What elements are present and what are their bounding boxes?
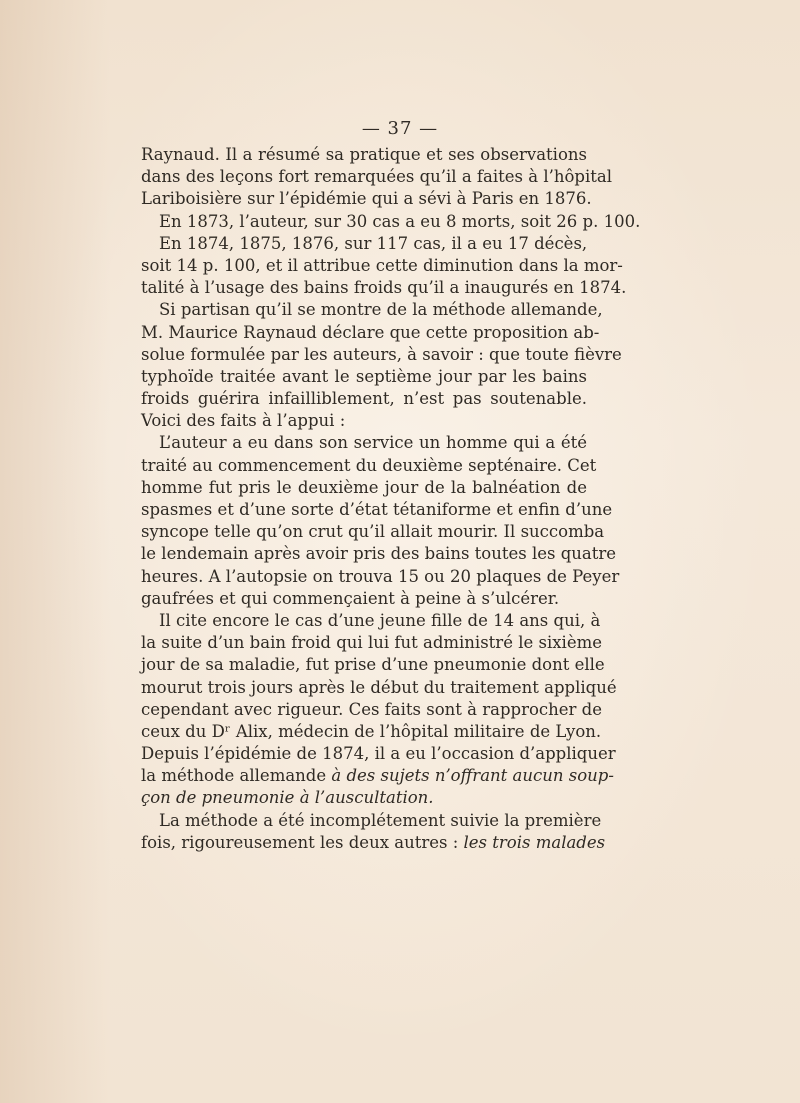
text-line-roman: solue formulée par les auteurs, à savoir : que toute fièvre [141,344,622,364]
text-line-roman: froids guérira infailliblement, n’est pas soutenable. [141,389,587,409]
text-line [141,743,616,765]
text-line-roman: mourut trois jours après le début du traitement appliqué [141,677,617,697]
text-line-italic: les trois malades [463,832,606,852]
text-line [141,588,587,610]
text-line-roman: Depuis l’épidémie de 1874, il a eu l’occasion d’appliquer [141,744,616,764]
text-line [141,699,602,721]
text-line [141,810,602,832]
text-line-roman: typhoïde traitée avant le septième jour par les bains [141,366,587,386]
text-line-roman: jour de sa maladie, fut prise d’une pneumonie dont elle [141,655,605,675]
text-line-roman: la méthode allemande [141,766,332,786]
text-line-roman: le lendemain après avoir pris des bains toutes les quatre [141,544,617,564]
text-line [141,566,620,588]
text-line-roman: soit 14 p. 100, et il attribue cette diminution dans la mor- [141,255,623,275]
text-line-roman: Raynaud. Il a résumé sa pratique et ses observations [141,145,587,164]
text-line-roman: talité à l’usage des bains froids qu’il a inaugurés en 1874. [141,278,627,298]
text-line [141,366,587,388]
text-line [141,166,612,188]
text-line-roman: gaufrées et qui commençaient à peine à s’ulcérer. [141,588,560,608]
text-line [141,388,587,410]
text-line-italic: à des sujets n’offrant aucun soup- [331,766,614,786]
text-line [141,632,602,654]
text-line-roman: cependant avec rigueur. Ces faits sont à rapprocher de [141,699,602,719]
text-line [141,344,622,366]
text-line-italic: çon de pneumonie à l’auscultation. [141,788,434,808]
text-line [141,255,623,277]
text-line-roman: heures. A l’autopsie on trouva 15 ou 20 plaques de Peyer [141,566,620,586]
text-line-roman: Si partisan qu’il se montre de la méthode allemande, [159,300,603,320]
page-number: — 37 — [361,118,439,139]
text-line-roman: homme fut pris le deuxième jour de la balnéation de [141,477,587,497]
text-line [141,410,587,432]
text-line [141,787,587,809]
text-line-roman: fois, rigoureusement les deux autres : [141,832,464,852]
text-line [141,654,605,676]
text-line [141,144,587,166]
text-line [141,432,587,454]
text-line [141,455,597,477]
text-line [141,299,603,321]
text-line-roman: dans des leçons fort remarquées qu’il a faites à l’hôpital [141,167,612,187]
text-line [141,832,606,854]
text-line-roman: la suite d’un bain froid qui lui fut administré le sixième [141,633,602,653]
text-line [141,521,605,543]
body-text [141,144,641,854]
text-line-roman: Il cite encore le cas d’une jeune fille de 14 ans qui, à [159,610,601,630]
page-edge-shadow [0,0,110,1103]
text-line-roman: traité au commencement du deuxième septénaire. Cet [141,455,597,475]
text-line [141,721,602,743]
text-line-roman: L’auteur a eu dans son service un homme qui a été [159,433,587,453]
text-line-roman: Lariboisière sur l’épidémie qui a sévi à Paris en 1876. [141,189,592,209]
text-line-roman: En 1874, 1875, 1876, sur 117 cas, il a eu 17 décès, [159,233,588,253]
text-line-roman: M. Maurice Raynaud déclare que cette proposition ab- [141,322,600,342]
text-line [141,188,592,210]
text-line [141,543,617,565]
text-line-roman: spasmes et d’une sorte d’état tétaniforme et enfin d’une [141,500,613,519]
text-line [141,477,587,499]
text-line [141,211,641,233]
text-line [141,610,601,632]
text-line [141,765,614,787]
text-line [141,233,587,255]
text-line [141,677,617,699]
text-line [141,322,600,344]
text-line-roman: En 1873, l’auteur, sur 30 cas a eu 8 morts, soit 26 p. 100. [159,211,641,231]
text-line [141,277,627,299]
text-line-roman: Voici des faits à l’appui : [141,411,346,431]
text-line [141,499,613,521]
text-line-roman: La méthode a été incomplétement suivie la première [159,810,602,830]
text-line-roman: ceux du Dʳ Alix, médecin de l’hôpital militaire de Lyon. [141,721,602,741]
text-line-roman: syncope telle qu’on crut qu’il allait mourir. Il succomba [141,522,605,542]
